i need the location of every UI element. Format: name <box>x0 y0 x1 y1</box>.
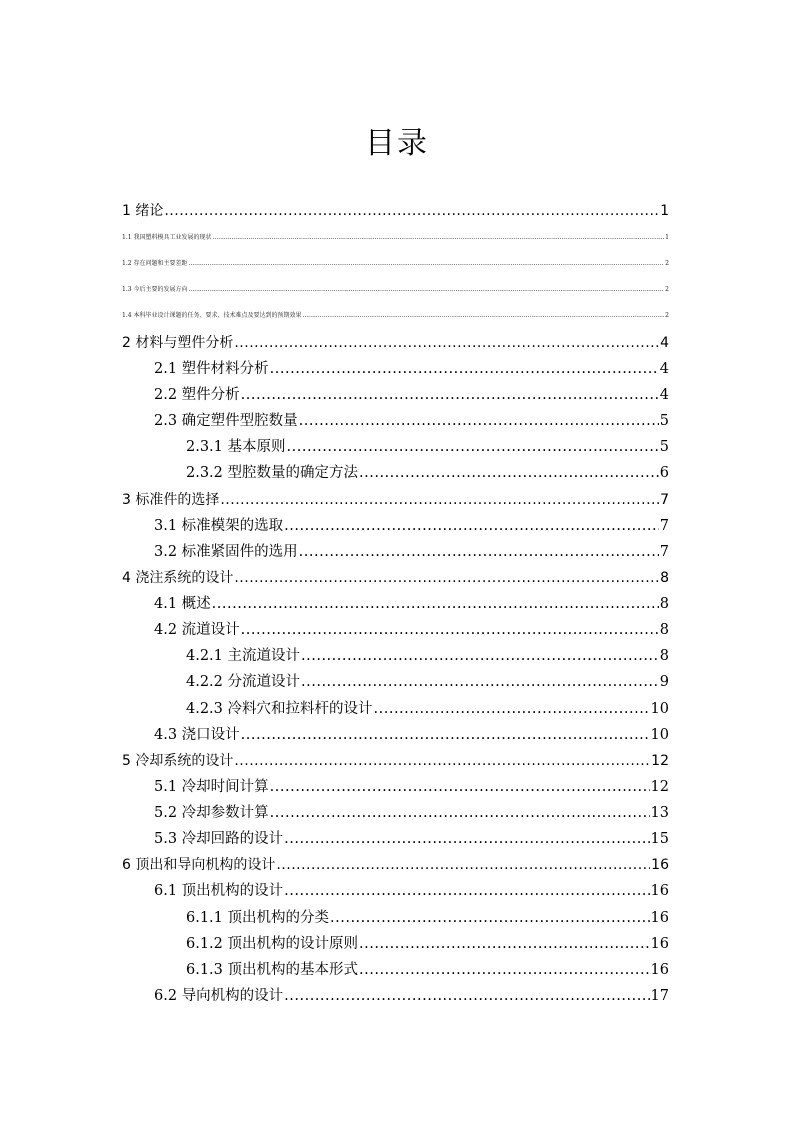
toc-leader <box>212 595 659 613</box>
toc-leader <box>302 312 664 320</box>
toc-page-number: 16 <box>650 962 669 978</box>
toc-entry-title: 3 标准件的选择 <box>122 492 220 508</box>
toc-leader <box>284 830 649 848</box>
toc-entry-title: 5.3 冷却回路的设计 <box>154 831 284 847</box>
toc-entry-title: 2.2 塑件分析 <box>154 387 240 403</box>
toc-page-number: 7 <box>660 492 669 508</box>
toc-page-number: 12 <box>650 779 669 795</box>
toc-leader <box>188 286 664 294</box>
toc-leader <box>284 987 649 1005</box>
toc-page-number: 15 <box>650 831 669 847</box>
toc-leader <box>359 935 650 953</box>
toc-entry-title: 1.3 今后主要的发展方向 <box>122 286 188 293</box>
toc-entry-1-4[interactable] <box>122 310 669 320</box>
toc-entry-4-1[interactable] <box>122 589 669 613</box>
toc-leader <box>374 700 650 718</box>
toc-page-number: 8 <box>660 570 669 586</box>
toc-page-number: 16 <box>650 936 669 952</box>
toc-leader <box>270 804 650 822</box>
toc-page-number: 2 <box>665 286 669 293</box>
toc-leader <box>287 438 659 456</box>
toc-entry-title: 4 浇注系统的设计 <box>122 570 234 586</box>
toc-leader <box>276 856 650 874</box>
toc-leader <box>301 673 659 691</box>
toc-leader <box>359 961 650 979</box>
toc-page-number: 17 <box>650 988 669 1004</box>
toc-leader <box>212 234 664 242</box>
toc-entry-2-1[interactable] <box>122 354 669 378</box>
toc-leader <box>234 752 650 770</box>
toc-entry-2-3-1[interactable] <box>122 432 669 456</box>
toc-entry-6-1-1[interactable] <box>122 903 669 927</box>
toc-leader <box>188 260 664 268</box>
toc-page-number: 2 <box>665 260 669 267</box>
toc-entry-title: 1 绪论 <box>122 203 164 219</box>
toc-entry-4-2[interactable] <box>122 615 669 639</box>
toc-entry-6-2[interactable] <box>122 981 669 1005</box>
toc-leader <box>234 569 659 587</box>
toc-leader <box>299 412 659 430</box>
toc-leader <box>330 909 650 927</box>
toc-page-number: 6 <box>659 465 669 481</box>
toc-page-number: 9 <box>659 674 669 690</box>
page-title: 目录 <box>365 126 429 161</box>
toc-leader <box>241 386 659 404</box>
toc-leader <box>241 726 650 744</box>
toc-entry-6-1-2[interactable] <box>122 929 669 953</box>
toc-page-number: 8 <box>659 648 669 664</box>
toc-leader <box>270 778 650 796</box>
toc-page-number: 8 <box>659 596 669 612</box>
toc-entry-title: 4.2 流道设计 <box>154 622 240 638</box>
toc-leader <box>220 491 659 509</box>
toc-entry-title: 4.1 概述 <box>154 596 211 612</box>
toc-entry-title: 6.1 顶出机构的设计 <box>154 883 284 899</box>
toc-entry-title: 2.3.1 基本原则 <box>186 439 286 455</box>
toc-entry-2[interactable] <box>122 328 669 352</box>
toc-page-number: 5 <box>659 439 669 455</box>
toc-entry-title: 6.2 导向机构的设计 <box>154 988 284 1004</box>
toc-entry-6[interactable] <box>122 850 669 874</box>
toc-entry-1-3[interactable] <box>122 284 669 294</box>
toc-entry-2-3[interactable] <box>122 406 669 430</box>
toc-entry-1-2[interactable] <box>122 258 669 268</box>
toc-page-number: 12 <box>651 753 669 769</box>
toc-entry-2-2[interactable] <box>122 380 669 404</box>
toc-entry-title: 5 冷却系统的设计 <box>122 753 234 769</box>
toc-page-number: 4 <box>659 361 669 377</box>
toc-page-number: 16 <box>650 883 669 899</box>
toc-page-number: 5 <box>659 413 669 429</box>
toc-entry-title: 2.1 塑件材料分析 <box>154 361 269 377</box>
toc-entry-6-1-3[interactable] <box>122 955 669 979</box>
toc-entry-4-3[interactable] <box>122 720 669 744</box>
toc-entry-1-1[interactable] <box>122 232 669 242</box>
toc-leader <box>241 621 659 639</box>
toc-entry-title: 4.2.1 主流道设计 <box>186 648 301 664</box>
toc-entry-5-3[interactable] <box>122 824 669 848</box>
toc-page-number: 1 <box>665 234 669 241</box>
toc-entry-3-1[interactable] <box>122 511 669 535</box>
toc-entry-title: 5.1 冷却时间计算 <box>154 779 269 795</box>
toc-page-number: 1 <box>660 203 669 219</box>
toc-entry-title: 6.1.3 顶出机构的基本形式 <box>186 962 359 978</box>
toc-entry-title: 1.1 我国塑料模具工业发展的现状 <box>122 234 212 241</box>
toc-leader <box>234 334 659 352</box>
toc-entry-4-2-1[interactable] <box>122 641 669 665</box>
toc-page-number: 4 <box>660 335 669 351</box>
toc-entry-title: 3.1 标准模架的选取 <box>154 518 284 534</box>
toc-entry-5[interactable] <box>122 746 669 770</box>
toc-leader <box>359 464 659 482</box>
toc-page-number: 4 <box>659 387 669 403</box>
toc-leader <box>301 647 659 665</box>
toc-entry-title: 6 顶出和导向机构的设计 <box>122 857 276 873</box>
toc-entry-4-2-2[interactable] <box>122 667 669 691</box>
toc-page-number: 10 <box>650 727 669 743</box>
toc-entry-2-3-2[interactable] <box>122 458 669 482</box>
toc-entry-title: 4.2.3 冷料穴和拉料杆的设计 <box>186 701 373 717</box>
toc-entry-title: 2.3.2 型腔数量的确定方法 <box>186 465 359 481</box>
toc-entry-title: 6.1.2 顶出机构的设计原则 <box>186 936 359 952</box>
toc-entry-title: 2 材料与塑件分析 <box>122 335 234 351</box>
toc-page-number: 8 <box>659 622 669 638</box>
toc-page-number: 16 <box>651 857 669 873</box>
toc-page-number: 13 <box>650 805 669 821</box>
toc-entry-4-2-3[interactable] <box>122 694 669 718</box>
toc-entry-5-1[interactable] <box>122 772 669 796</box>
toc-leader <box>284 517 659 535</box>
toc-leader <box>164 202 659 220</box>
toc-page-number: 7 <box>659 544 669 560</box>
toc-entry-3[interactable] <box>122 485 669 509</box>
toc-page-number: 2 <box>665 312 669 319</box>
toc-entry-title: 4.3 浇口设计 <box>154 727 240 743</box>
toc-page-number: 16 <box>650 910 669 926</box>
toc-entry-title: 2.3 确定塑件型腔数量 <box>154 413 298 429</box>
toc-entry-6-1[interactable] <box>122 876 669 900</box>
toc-page-number: 7 <box>659 518 669 534</box>
toc-entry-3-2[interactable] <box>122 537 669 561</box>
toc-entry-5-2[interactable] <box>122 798 669 822</box>
toc-page-number: 10 <box>650 701 669 717</box>
toc-entry-title: 4.2.2 分流道设计 <box>186 674 301 690</box>
toc-leader <box>299 543 659 561</box>
toc-leader <box>284 882 649 900</box>
toc-entry-title: 6.1.1 顶出机构的分类 <box>186 910 330 926</box>
toc-entry-4[interactable] <box>122 563 669 587</box>
toc-entry-title: 1.4 本科毕业设计课题的任务、要求、技术难点及要达到的预期效果 <box>122 312 302 319</box>
toc-leader <box>270 360 659 378</box>
toc-entry-title: 3.2 标准紧固件的选用 <box>154 544 298 560</box>
toc-entry-title: 5.2 冷却参数计算 <box>154 805 269 821</box>
toc-entry-title: 1.2 存在问题和主要差距 <box>122 260 188 267</box>
toc-entry-1[interactable] <box>122 196 669 220</box>
